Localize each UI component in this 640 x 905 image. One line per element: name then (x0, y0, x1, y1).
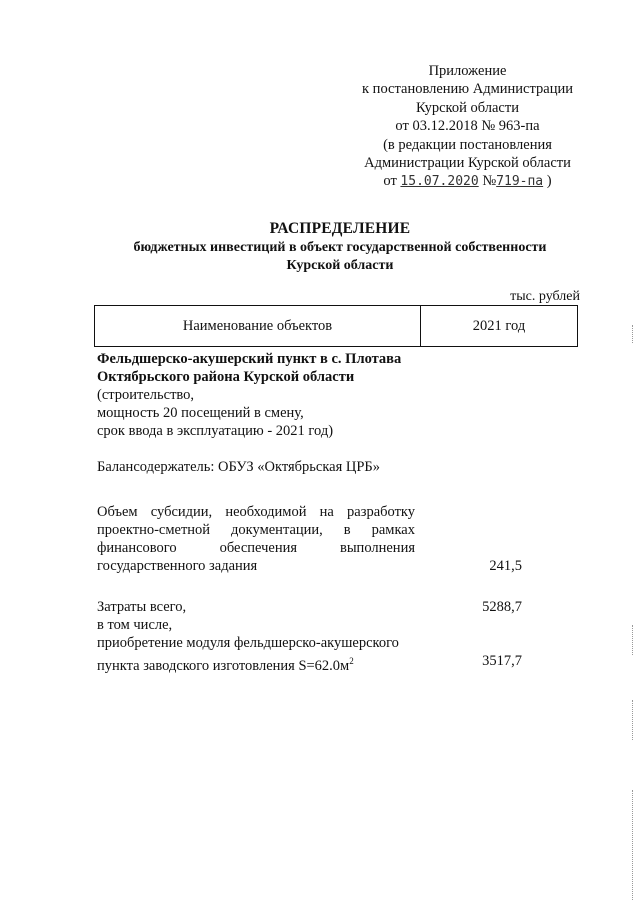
subsidy-block (97, 503, 577, 575)
costs-item-text: пункта заводского изготовления S=62.0м (97, 657, 350, 674)
scan-edge-mark (632, 700, 636, 740)
scan-edge-mark (632, 625, 636, 655)
object-name-line-1: Фельдшерско-акушерский пункт в с. Плотава (97, 351, 402, 367)
appendix-line: Администрации Курской области (364, 155, 571, 172)
title-sub-2: Курской области (286, 258, 394, 273)
revision-number: 719-па (496, 174, 544, 190)
costs-item-superscript: 2 (349, 656, 354, 666)
object-detail-2: мощность 20 посещений в смену, (97, 405, 304, 421)
costs-item-line-2 (97, 652, 415, 675)
subsidy-line-3: финансового обеспечения выполнения (97, 540, 415, 556)
title-main: РАСПРЕДЕЛЕНИЕ (269, 220, 411, 237)
costs-total-label: Затраты всего, (97, 599, 187, 615)
balance-holder: Балансодержатель: ОБУЗ «Октябрьская ЦРБ» (97, 459, 380, 475)
costs-item-line-1: приобретение модуля фельдшерско-акушерского (97, 635, 399, 651)
costs-block (97, 598, 577, 675)
revision-date: 15.07.2020 (400, 174, 479, 190)
appendix-line: от 03.12.2018 № 963-па (395, 118, 540, 135)
object-detail-3: срок ввода в эксплуатацию - 2021 год) (97, 423, 334, 439)
table-header (94, 305, 578, 347)
table-body (97, 350, 577, 675)
costs-item-value: 3517,7 (482, 653, 522, 669)
subsidy-value: 241,5 (489, 558, 522, 574)
costs-including: в том числе, (97, 617, 173, 633)
units-label: тыс. рублей (510, 289, 580, 304)
revision-prefix: от (383, 173, 397, 190)
title-sub-1: бюджетных инвестиций в объект государственной собственности (133, 239, 547, 255)
appendix-line: Курской области (416, 99, 519, 116)
header-objects: Наименование объектов (95, 306, 421, 346)
appendix-line: (в редакции постановления (383, 136, 552, 153)
header-year: 2021 год (472, 317, 526, 334)
revision-suffix: ) (546, 173, 552, 190)
revision-number-sign: № (482, 173, 497, 190)
object-detail-1: (строительство, (97, 387, 195, 403)
subsidy-line-1: Объем субсидии, необходимой на разработку (97, 504, 415, 520)
subsidy-line-4: государственного задания (97, 558, 258, 574)
appendix-revision-line (340, 172, 595, 191)
appendix-line: Приложение (428, 63, 507, 79)
object-name-line-2: Октябрьского района Курской области (97, 369, 355, 385)
appendix-block (340, 62, 595, 192)
scan-edge-mark (632, 790, 636, 900)
appendix-line: к постановлению Администрации (362, 81, 573, 98)
subsidy-line-2: проектно-сметной документации, в рамках (97, 522, 415, 538)
costs-total-value: 5288,7 (482, 599, 522, 615)
scan-edge-mark (632, 325, 636, 343)
document-title (0, 220, 640, 276)
